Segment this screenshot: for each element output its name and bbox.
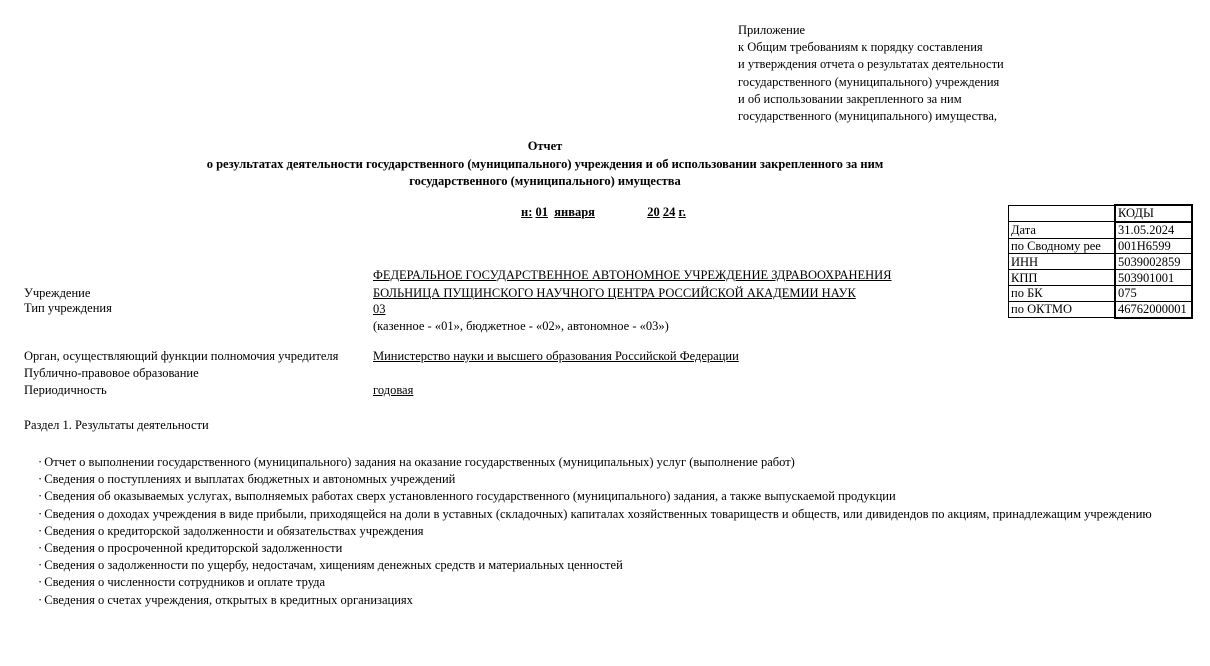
- founder-label: Орган, осуществляющий функции полномочия учредителя: [24, 349, 339, 363]
- list-item-text[interactable]: Отчет о выполнении государственного (муниципального) задания на оказание государственных (муниципальных) услуг (выполнение работ): [44, 455, 795, 469]
- periodicity-value: годовая: [373, 383, 414, 397]
- list-item[interactable]: · Сведения о счетах учреждения, открытых в кредитных организациях: [38, 592, 413, 607]
- appendix-line: и утверждения отчета о результатах деятельности: [738, 57, 1004, 72]
- appendix-line: Приложение: [738, 23, 806, 37]
- date-year-suffix: 24: [662, 205, 676, 219]
- codes-header: КОДЫ: [1115, 205, 1192, 222]
- institution-name-line-1: ФЕДЕРАЛЬНОЕ ГОСУДАРСТВЕННОЕ АВТОНОМНОЕ УЧРЕЖДЕНИЕ ЗДРАВООХРАНЕНИЯ: [373, 268, 892, 282]
- report-title: [0, 138, 1090, 191]
- codes-empty-cell: [1009, 205, 1116, 222]
- date-prefix: н:: [521, 205, 533, 219]
- list-item[interactable]: · Сведения о кредиторской задолженности и обязательствах учреждения: [38, 523, 424, 538]
- table-row: [1009, 238, 1193, 254]
- appendix-note: [738, 22, 1004, 125]
- list-item[interactable]: · Сведения о просроченной кредиторской задолженности: [38, 541, 343, 556]
- report-date: [521, 205, 686, 220]
- table-row: [1009, 270, 1193, 286]
- codes-label: Дата: [1009, 222, 1116, 238]
- appendix-line: и об использовании закрепленного за ним: [738, 91, 962, 106]
- title-line-3: государственного (муниципального) имущества: [409, 174, 681, 188]
- codes-value: 503901001: [1115, 270, 1192, 286]
- codes-label: по Сводному рее: [1009, 238, 1116, 254]
- public-entity-label: Публично-правовое образование: [24, 366, 199, 380]
- list-item[interactable]: · Сведения об оказываемых услугах, выполняемых работах сверх установленного государственного (муниципального) задания, а также выпускаемой продукции: [38, 489, 896, 504]
- appendix-line: государственного (муниципального) имущества,: [738, 109, 998, 124]
- institution-type-label: Тип учреждения: [24, 301, 112, 315]
- table-row: [1009, 254, 1193, 270]
- institution-name-line-2: БОЛЬНИЦА ПУЩИНСКОГО НАУЧНОГО ЦЕНТРА РОССИЙСКОЙ АКАДЕМИИ НАУК: [373, 286, 856, 300]
- list-item-text[interactable]: Сведения о доходах учреждения в виде прибыли, приходящейся на доли в уставных (складочных) капиталах хозяйственных товариществ и обществ, или дивидендов по акциям, принадлежащим учреждению: [44, 506, 1152, 521]
- list-item-text[interactable]: Сведения о счетах учреждения, открытых в кредитных организациях: [44, 592, 413, 607]
- codes-label: по БК: [1009, 285, 1116, 301]
- codes-value: 5039002859: [1115, 254, 1192, 270]
- list-item-text[interactable]: Сведения о задолженности по ущербу, недостачам, хищениям денежных средств и материальных ценностей: [44, 558, 623, 573]
- founder-value: Министерство науки и высшего образования Российской Федерации: [373, 349, 739, 363]
- list-item-text[interactable]: Сведения о поступлениях и выплатах бюджетных и автономных учреждений: [44, 472, 456, 487]
- title-line-1: Отчет: [527, 139, 563, 153]
- date-day: 01: [535, 205, 548, 219]
- table-row: [1009, 285, 1193, 301]
- codes-value: 46762000001: [1115, 301, 1192, 317]
- date-month: января: [554, 205, 595, 219]
- codes-label: по ОКТМО: [1009, 301, 1116, 317]
- codes-label: ИНН: [1009, 254, 1116, 270]
- date-suffix: г.: [678, 205, 686, 219]
- list-item-text[interactable]: Сведения о просроченной кредиторской задолженности: [44, 541, 343, 556]
- list-item[interactable]: · Отчет о выполнении государственного (муниципального) задания на оказание государственных (муниципальных) услуг (выполнение работ): [38, 455, 795, 469]
- institution-type-value: 03: [373, 302, 386, 316]
- codes-value: 075: [1115, 285, 1192, 301]
- institution-label: Учреждение: [24, 286, 91, 300]
- section-title: Раздел 1. Результаты деятельности: [24, 418, 209, 432]
- list-item-text[interactable]: Сведения о численности сотрудников и оплате труда: [44, 575, 326, 590]
- table-row: [1009, 222, 1193, 238]
- title-line-2: о результатах деятельности государственного (муниципального) учреждения и об использовании закрепленного за ним: [206, 156, 884, 171]
- codes-value: 31.05.2024: [1115, 222, 1192, 238]
- list-item[interactable]: · Сведения о поступлениях и выплатах бюджетных и автономных учреждений: [38, 472, 456, 487]
- codes-table: [1008, 204, 1193, 319]
- list-item[interactable]: · Сведения о доходах учреждения в виде прибыли, приходящейся на доли в уставных (складочных) капиталах хозяйственных товариществ и обществ, или дивидендов по акциям, принадлежащим учреждению: [38, 506, 1152, 521]
- institution-type-hint: (казенное - «01», бюджетное - «02», автономное - «03»): [373, 319, 669, 333]
- codes-value: 001Н6599: [1115, 238, 1192, 254]
- periodicity-label: Периодичность: [24, 383, 107, 397]
- list-item[interactable]: · Сведения о численности сотрудников и оплате труда: [38, 575, 326, 590]
- list-item[interactable]: · Сведения о задолженности по ущербу, недостачам, хищениям денежных средств и материальных ценностей: [38, 558, 623, 573]
- table-row: [1009, 301, 1193, 317]
- list-item-text[interactable]: Сведения об оказываемых услугах, выполняемых работах сверх установленного государственного (муниципального) задания, а также выпускаемой продукции: [44, 489, 896, 504]
- appendix-line: к Общим требованиям к порядку составления: [738, 40, 983, 55]
- date-year-prefix: 20: [647, 205, 660, 219]
- section-items-list: [24, 454, 1184, 609]
- codes-label: КПП: [1009, 270, 1116, 286]
- list-item-text[interactable]: Сведения о кредиторской задолженности и обязательствах учреждения: [44, 523, 424, 538]
- appendix-line: государственного (муниципального) учреждения: [738, 74, 1000, 89]
